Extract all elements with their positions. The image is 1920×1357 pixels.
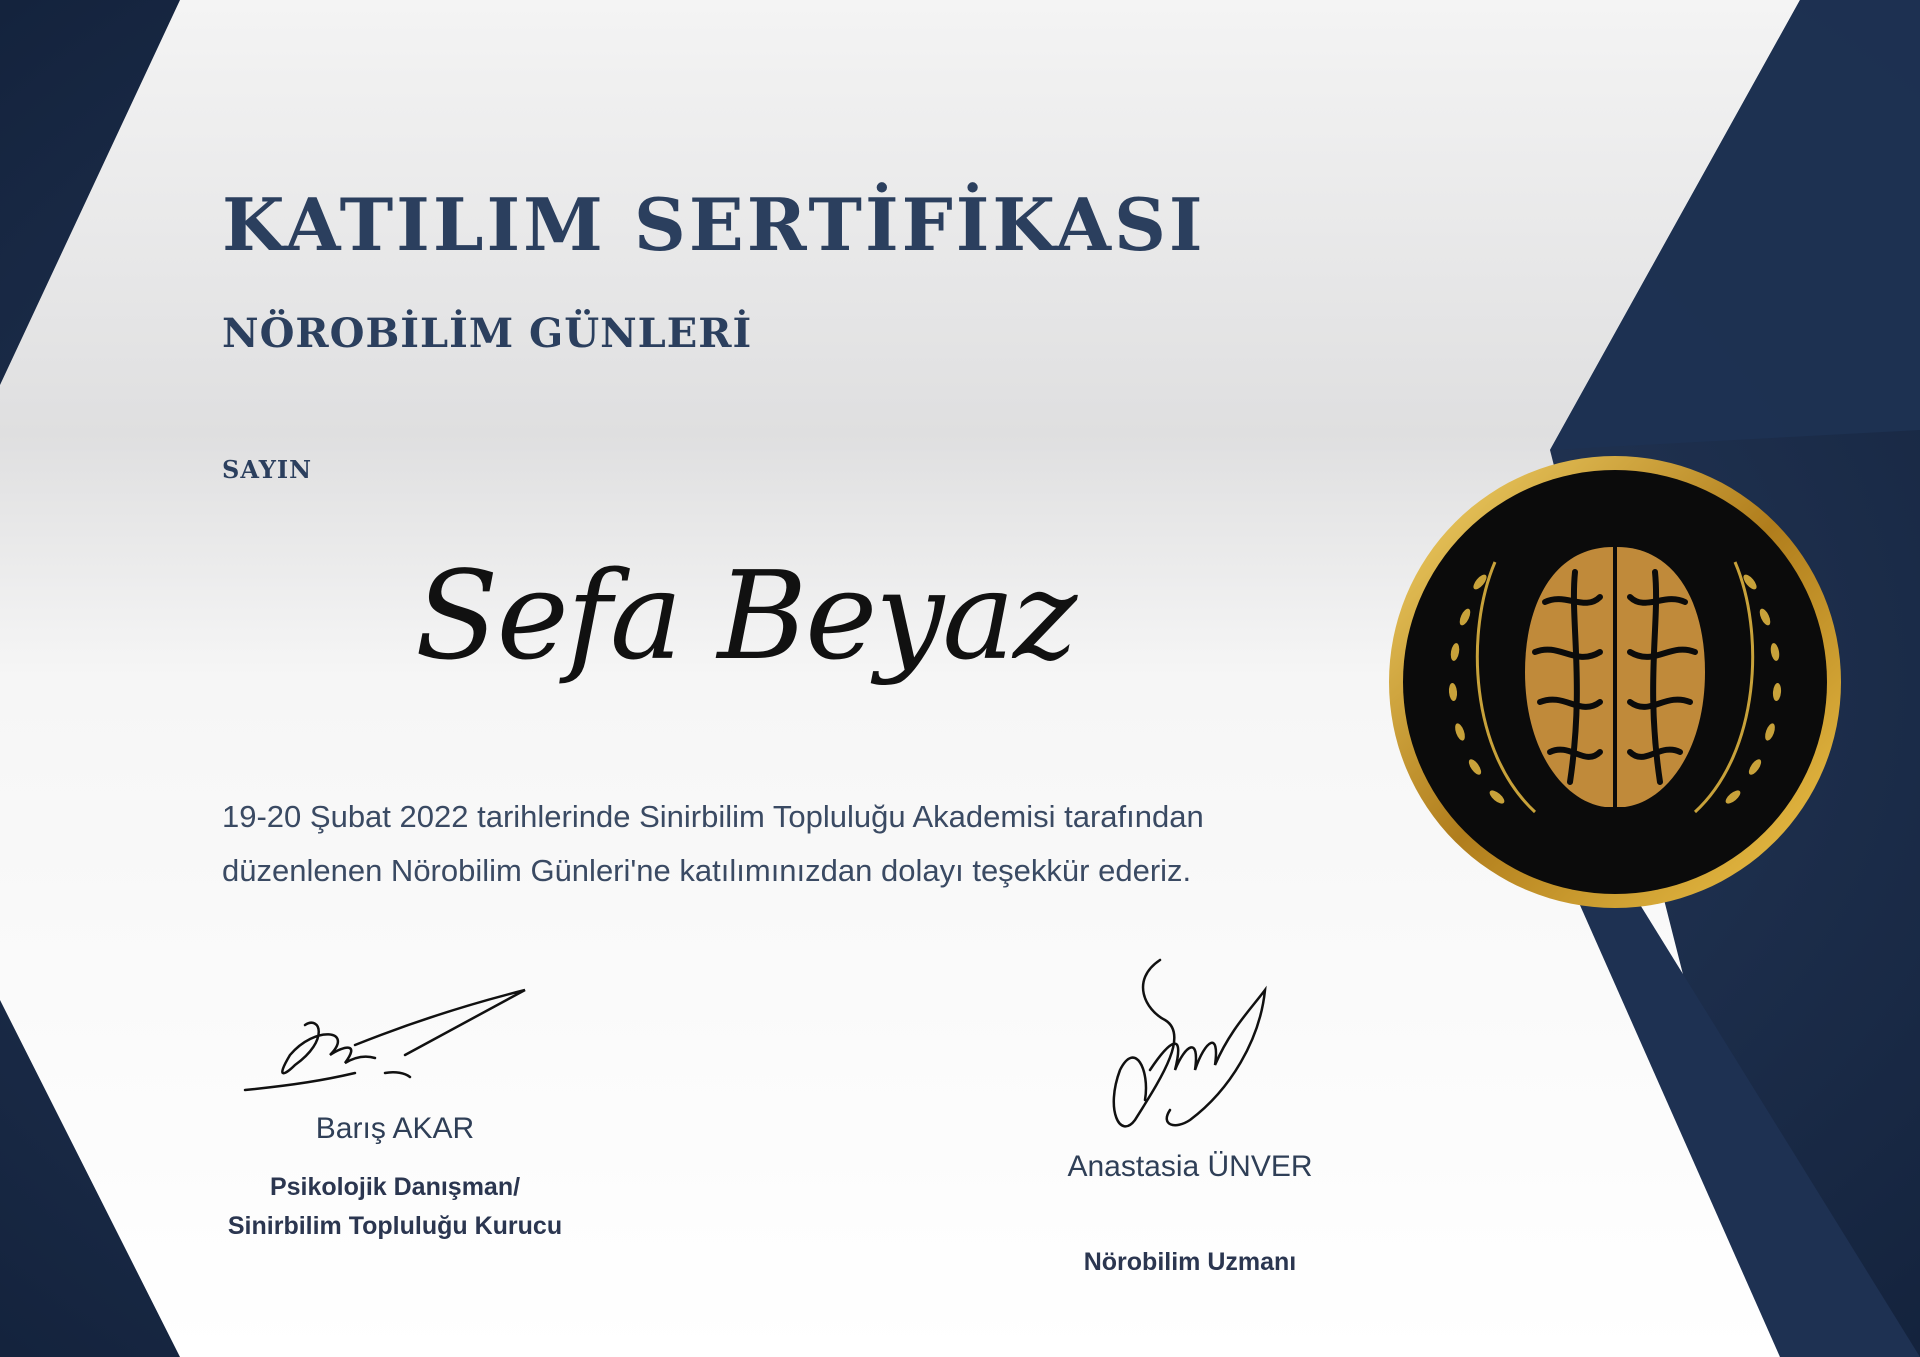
certificate-title: KATILIM SERTİFİKASI [222, 182, 1206, 267]
signature-baris-akar [235, 985, 535, 1100]
certificate-subtitle: NÖROBİLİM GÜNLERİ [222, 310, 753, 357]
brain-laurel-seal-icon [1385, 452, 1845, 912]
signer-name: Barış AKAR [315, 1112, 475, 1145]
certificate-body: 19-20 Şubat 2022 tarihlerinde Sinirbilim Topluluğu Akademisi tarafından düzenlenen Nörobilim Günleri'ne katılımınızdan dolayı teşekkür ederiz. [222, 799, 1204, 888]
recipient-name: Sefa Beyaz [415, 545, 1076, 687]
signer-role: Nörobilim Uzmanı [1083, 1248, 1297, 1276]
salutation: SAYIN [222, 455, 313, 484]
signer-role: Psikolojik Danışman/ Sinirbilim Topluluğu Kurucu [227, 1173, 563, 1240]
signature-anastasia-unver [1090, 950, 1290, 1135]
signer-name: Anastasia ÜNVER [1067, 1150, 1313, 1183]
